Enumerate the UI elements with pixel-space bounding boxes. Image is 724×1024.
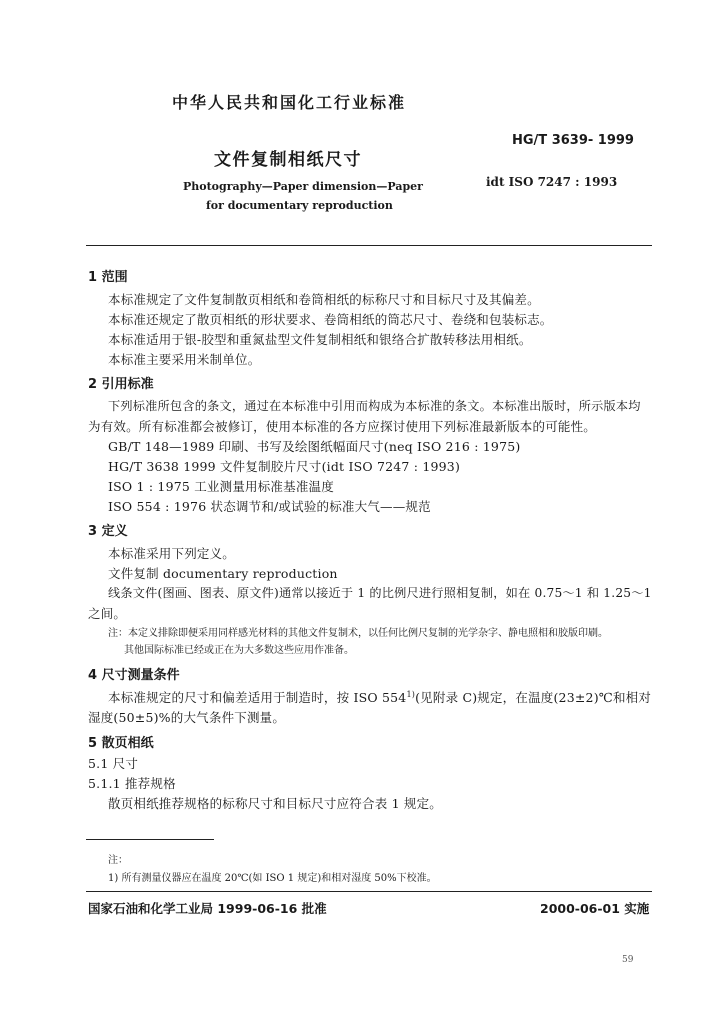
- approval-date: 国家石油和化学工业局 1999-06-16 批准: [88, 901, 327, 916]
- footnote-text: 1) 所有测量仪器应在温度 20℃(如 ISO 1 规定)和相对湿度 50%下校准。: [108, 873, 437, 884]
- section-1-line-4: 本标准主要采用米制单位。: [108, 352, 261, 367]
- document-title-en-line1: Photography—Paper dimension—Paper: [183, 180, 423, 193]
- section-2-heading: 2 引用标准: [88, 377, 154, 392]
- section-3-line-1: 本标准采用下列定义。: [108, 546, 236, 561]
- section-4-line-1: [108, 688, 651, 706]
- footnote-reference: 1): [406, 689, 416, 699]
- footnote-divider: [86, 839, 214, 840]
- section-5-line: 散页相纸推荐规格的标称尺寸和目标尺寸应符合表 1 规定。: [108, 796, 443, 811]
- section-3-note-line-1: 注：本定义排除即便采用同样感光材料的其他文件复制术，以任何比例尺复制的光学杂字、静电照相和胶版印刷。: [108, 628, 608, 639]
- reference-iso-1: ISO 1 : 1975 工业测量用标准基准温度: [108, 479, 334, 494]
- footer-divider: [86, 891, 652, 892]
- idt-reference: idt ISO 7247 : 1993: [486, 175, 618, 189]
- reference-iso-554: ISO 554 : 1976 状态调节和/或试验的标准大气——规范: [108, 499, 431, 514]
- reference-hg-t-3638: HG/T 3638 1999 文件复制胶片尺寸(idt ISO 7247 : 1993): [108, 459, 461, 474]
- reference-gb-t-148: GB/T 148—1989 印刷、书写及绘图纸幅面尺寸(neq ISO 216 : 1975): [108, 439, 521, 454]
- subsection-5-1-1: 5.1.1 推荐规格: [88, 776, 176, 791]
- section-5-heading: 5 散页相纸: [88, 736, 154, 751]
- section-1-line-3: 本标准适用于银-胶型和重氮盐型文件复制相纸和银络合扩散转移法用相纸。: [108, 332, 532, 347]
- section-2-line-1: 下列标准所包含的条文，通过在本标准中引用而构成为本标准的条文。本标准出版时，所示版本均: [108, 399, 641, 413]
- document-title-en-line2: for documentary reproduction: [206, 199, 393, 212]
- definition-term: 文件复制 documentary reproduction: [108, 566, 338, 581]
- subsection-5-1: 5.1 尺寸: [88, 756, 139, 771]
- section-1-heading: 1 范围: [88, 270, 128, 285]
- section-4-line-1-part-a: 本标准规定的尺寸和偏差适用于制造时，按 ISO 554: [108, 690, 407, 705]
- section-1-line-1: 本标准规定了文件复制散页相纸和卷筒相纸的标称尺寸和目标尺寸及其偏差。: [108, 292, 540, 307]
- section-4-heading: 4 尺寸测量条件: [88, 668, 180, 683]
- standard-number: HG/T 3639- 1999: [512, 133, 634, 148]
- section-3-note-line-2: 其他国际标准已经或正在为大多数这些应用作准备。: [124, 645, 354, 656]
- definition-text-cont: 之间。: [88, 606, 127, 621]
- document-title-cn: 文件复制相纸尺寸: [214, 150, 362, 170]
- section-3-heading: 3 定义: [88, 524, 128, 539]
- issuing-authority: 中华人民共和国化工行业标准: [172, 93, 407, 112]
- page-number: 59: [622, 955, 634, 965]
- definition-text: 线条文件(图画、图表、原文件)通常以接近于 1 的比例尺进行照相复制，如在 0.75～1 和 1.25～1: [108, 586, 652, 600]
- section-4-line-1-part-b: (见附录 C)规定，在温度(23±2)℃和相对: [415, 690, 652, 705]
- header-divider: [86, 245, 652, 246]
- effective-date: 2000-06-01 实施: [540, 901, 650, 916]
- section-2-line-2: 为有效。所有标准都会被修订，使用本标准的各方应探讨使用下列标准最新版本的可能性。: [88, 419, 597, 434]
- footnote-label: 注：: [108, 855, 128, 866]
- section-4-line-2: 湿度(50±5)%的大气条件下测量。: [88, 710, 286, 725]
- section-1-line-2: 本标准还规定了散页相纸的形状要求、卷筒相纸的筒芯尺寸、卷绕和包装标志。: [108, 312, 553, 327]
